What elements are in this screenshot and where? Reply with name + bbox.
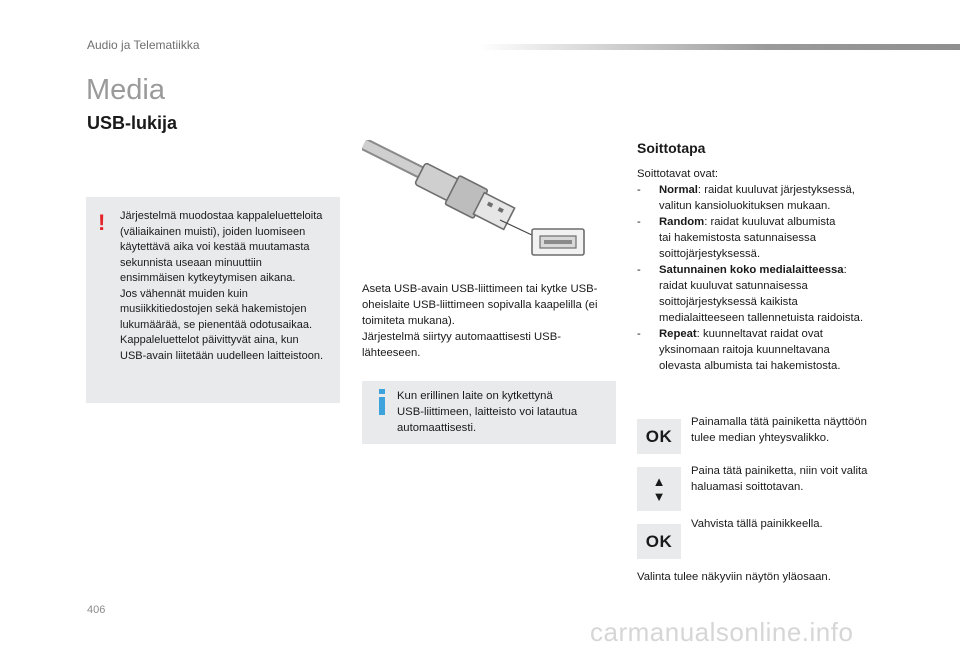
warning-line: (väliaikainen muisti), joiden luomiseen xyxy=(120,225,306,238)
mode-name: Satunnainen koko medialaitteessa xyxy=(659,264,844,276)
info-line: USB-liittimeen, laitteisto voi latautua xyxy=(397,406,578,418)
list-item xyxy=(637,262,887,326)
warning-line: lukumäärää, se pienentää odotusaikaa. xyxy=(120,318,313,331)
warning-line: Jos vähennät muiden kuin xyxy=(120,287,248,300)
mode-desc: : kuunneltavat raidat ovat xyxy=(696,328,823,340)
ok-button-illustration: OK xyxy=(637,419,681,454)
mode-desc: olevasta albumista tai hakemistosta. xyxy=(659,360,841,372)
mode-desc: tai hakemistosta satunnaisessa xyxy=(659,232,816,244)
usb-instruction-line: toimiteta mukana). xyxy=(362,315,455,327)
step-line: tulee median yhteysvalikko. xyxy=(691,432,830,444)
playback-title: Soittotapa xyxy=(637,140,706,156)
mode-name: Repeat xyxy=(659,328,697,340)
list-dash: - xyxy=(637,184,641,196)
list-item xyxy=(637,326,887,374)
page-number: 406 xyxy=(87,604,106,616)
list-dash: - xyxy=(637,264,641,276)
playback-mode-list xyxy=(637,182,887,374)
info-text xyxy=(397,388,609,436)
warning-line: musiikkitiedostojen sekä hakemistojen xyxy=(120,303,307,315)
arrow-down-icon: ▼ xyxy=(652,489,666,504)
warning-line: Järjestelmä muodostaa kappaleluetteloita xyxy=(120,210,323,222)
mode-desc: : raidat kuuluvat albumista xyxy=(704,216,836,228)
mode-desc: medialaitteeseen tallennetuista raidoista. xyxy=(659,312,864,324)
list-item xyxy=(637,214,887,262)
list-item xyxy=(637,182,887,214)
header-title: Audio ja Telematiikka xyxy=(87,38,200,52)
usb-instruction-line: oheislaite USB-liittimeen sopivalla kaapelilla (ei xyxy=(362,299,598,311)
step-line: haluamasi soittotavan. xyxy=(691,481,804,493)
mode-desc: soittojärjestyksessä kaikista xyxy=(659,296,798,308)
usb-plug-illustration xyxy=(362,140,590,270)
watermark: carmanualsonline.info xyxy=(590,617,854,647)
footer-note: Valinta tulee näkyviin näytön yläosaan. xyxy=(637,571,831,583)
warning-line: ensimmäisen kytkeytymisen aikana. xyxy=(120,272,296,284)
step-text xyxy=(691,414,891,446)
mode-desc: : xyxy=(843,264,847,276)
warning-line: sekunnista useaan minuuttiin xyxy=(120,256,262,269)
warning-text xyxy=(120,209,336,364)
step-text xyxy=(691,516,891,532)
usb-instruction-line: Aseta USB-avain USB-liittimeen tai kytke USB- xyxy=(362,283,598,295)
info-icon xyxy=(376,389,388,415)
usb-instructions xyxy=(362,281,620,361)
section-title: USB-lukija xyxy=(87,113,178,133)
step-line: Painamalla tätä painiketta näyttöön xyxy=(691,416,867,428)
info-line: Kun erillinen laite on kytkettynä xyxy=(397,390,553,402)
arrow-up-icon: ▲ xyxy=(652,474,666,489)
step-text xyxy=(691,463,891,495)
step-line: Vahvista tällä painikkeella. xyxy=(691,518,823,530)
usb-instruction-line: lähteeseen. xyxy=(362,347,421,359)
mode-name: Random xyxy=(659,216,705,228)
warning-line: Kappaleluettelot päivittyvät aina, kun xyxy=(120,334,299,346)
page-title: Media xyxy=(86,74,165,106)
list-dash: - xyxy=(637,328,641,340)
info-line: automaattisesti. xyxy=(397,422,477,434)
mode-desc: raidat kuuluvat satunnaisessa xyxy=(659,280,808,292)
mode-desc: valitun kansioluokituksen mukaan. xyxy=(659,200,831,212)
playback-intro: Soittotavat ovat: xyxy=(637,168,719,180)
up-down-button-illustration xyxy=(637,467,681,511)
ok-button-illustration: OK xyxy=(637,524,681,559)
mode-name: Normal xyxy=(659,184,698,196)
usb-instruction-line: Järjestelmä siirtyy automaattisesti USB- xyxy=(362,331,562,343)
list-dash: - xyxy=(637,216,641,228)
mode-desc: : raidat kuuluvat järjestyksessä, xyxy=(697,184,855,196)
mode-desc: yksinomaan raitoja kuunneltavana xyxy=(659,344,830,356)
warning-line: USB-avain liitetään uudelleen laitteistoon. xyxy=(120,349,324,362)
mode-desc: soittojärjestyksessä. xyxy=(659,248,761,260)
step-line: Paina tätä painiketta, niin voit valita xyxy=(691,465,868,477)
header-rule xyxy=(478,44,960,50)
warning-exclamation-icon: ! xyxy=(98,210,106,235)
warning-line: käytettävä aika voi kestää muutamasta xyxy=(120,241,310,253)
